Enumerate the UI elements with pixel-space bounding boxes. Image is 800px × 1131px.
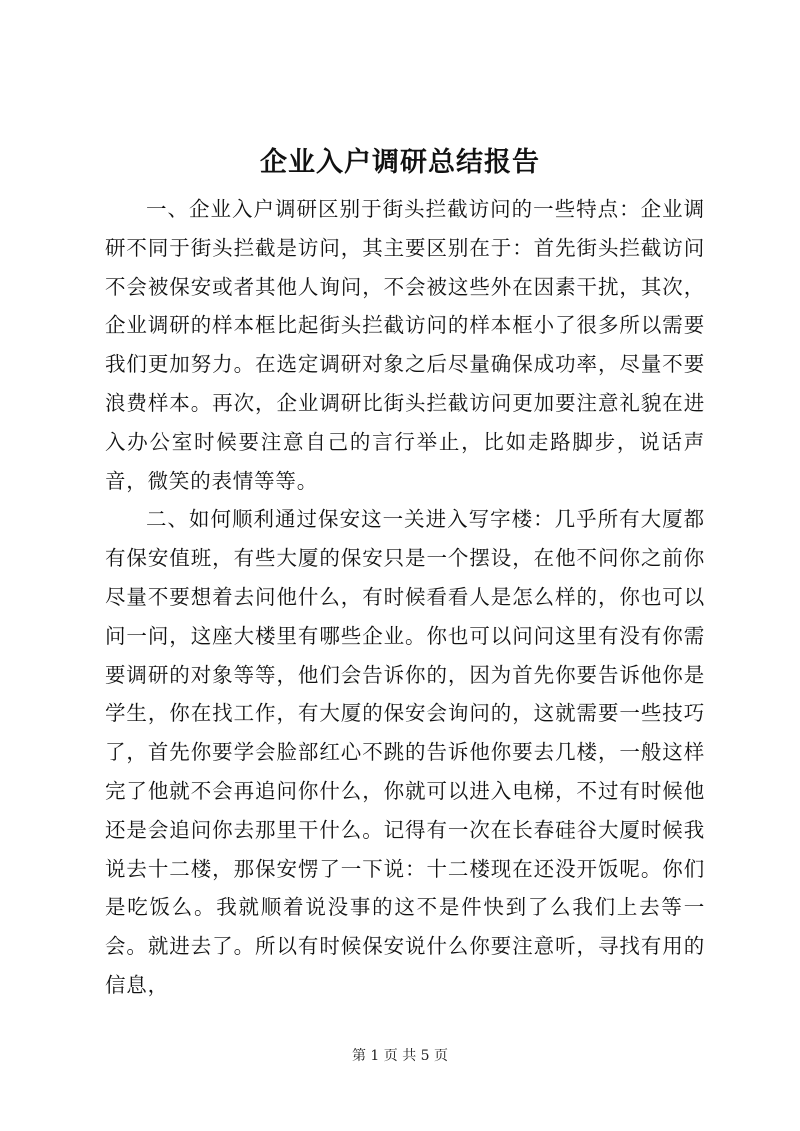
document-title: 企业入户调研总结报告 [260,147,540,178]
paragraph-2: 二、如何顺利通过保安这一关进入写字楼：几乎所有大厦都有保安值班，有些大厦的保安只是一个摆设，在他不问你之前你尽量不要想着去问他什么，有时候看看人是怎么样的，你也可以问一问，这座大楼里有哪些企业。你也可以问问这里有没有你需要调研的对象等等，他们会告诉你的，因为首先你要告诉他你是学生，你在找工作，有大厦的保安会询问的，这就需要一些技巧了，首先你要学会脸部红心不跳的告诉他你要去几楼，一般这样完了他就不会再追问你什么，你就可以进入电梯，不过有时候他还是会追问你去那里干什么。记得有一次在长春硅谷大厦时候我说去十二楼，那保安愣了一下说：十二楼现在还没开饭呢。你们是吃饭么。我就顺着说没事的这不是件快到了么我们上去等一会。就进去了。所以有时候保安说什么你要注意听，寻找有用的信息， [105,507,705,997]
document-body [105,190,705,1005]
page-footer: 第 1 页 共 5 页 [351,1048,449,1064]
paragraph-1: 一、企业入户调研区别于街头拦截访问的一些特点：企业调研不同于街头拦截是访问，其主要区别在于：首先街头拦截访问不会被保安或者其他人询问，不会被这些外在因素干扰，其次，企业调研的样本框比起街头拦截访问的样本框小了很多所以需要我们更加努力。在选定调研对象之后尽量确保成功率，尽量不要浪费样本。再次，企业调研比街头拦截访问更加要注意礼貌在进入办公室时候要注意自己的言行举止，比如走路脚步，说话声音，微笑的表情等等。 [105,197,705,493]
